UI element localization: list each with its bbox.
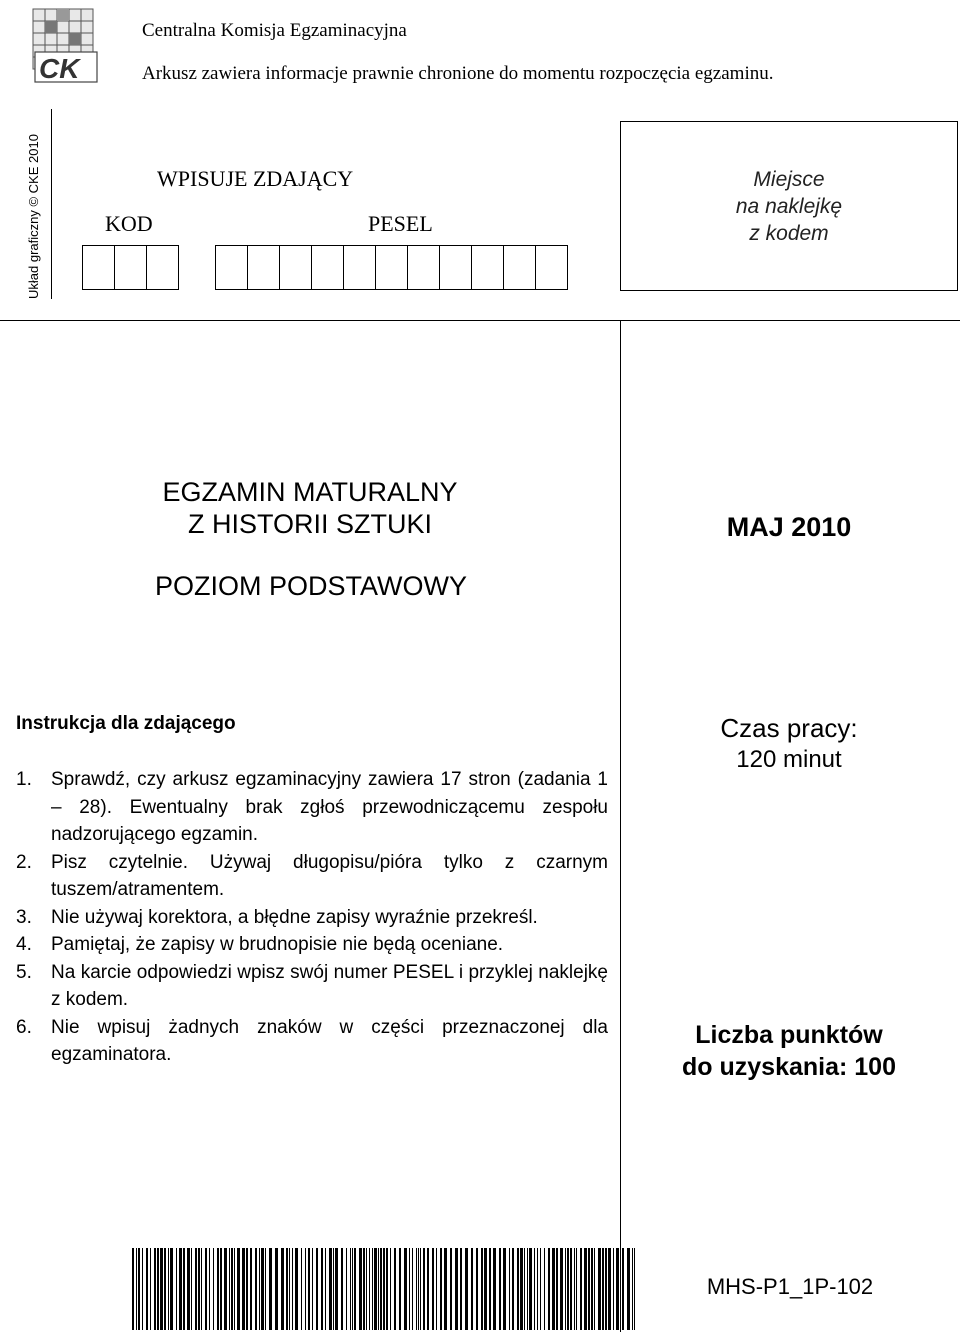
barcode-bar xyxy=(333,1248,334,1330)
instruction-item: 5. Na karcie odpowiedzi wpisz swój numer PESEL i przyklej naklejkę z kodem. xyxy=(16,961,608,1010)
barcode-bar xyxy=(560,1248,563,1330)
barcode-bar xyxy=(246,1248,248,1330)
barcode-bar xyxy=(366,1248,367,1330)
barcode-bar xyxy=(301,1248,302,1330)
barcode-bar xyxy=(503,1248,506,1330)
pesel-box[interactable] xyxy=(343,245,376,290)
barcode-bar xyxy=(237,1248,240,1330)
barcode-bar xyxy=(460,1248,462,1330)
barcode-bar xyxy=(261,1248,264,1330)
points-line-2: do uzyskania: 100 xyxy=(682,1053,896,1081)
barcode-bar xyxy=(616,1248,619,1330)
kod-box[interactable] xyxy=(82,245,115,290)
barcode-bar xyxy=(292,1248,293,1330)
barcode-bar xyxy=(534,1248,535,1330)
barcode-bar xyxy=(527,1248,528,1330)
barcode-bar xyxy=(622,1248,624,1330)
barcode-bar xyxy=(187,1248,190,1330)
instruction-item: 3. Nie używaj korektora, a błędne zapisy wyraźnie przekreśl. xyxy=(16,906,538,928)
barcode-bar xyxy=(142,1248,143,1330)
pesel-input-boxes[interactable] xyxy=(215,245,568,290)
barcode-bar xyxy=(220,1248,222,1330)
side-copyright-label: Układ graficzny © CKE 2010 xyxy=(26,134,41,299)
barcode-bar xyxy=(517,1248,519,1330)
pesel-box[interactable] xyxy=(407,245,440,290)
barcode-bar xyxy=(335,1248,338,1330)
barcode-bar xyxy=(170,1248,173,1330)
barcode-bar xyxy=(154,1248,156,1330)
barcode-bar xyxy=(205,1248,207,1330)
protection-notice: Arkusz zawiera informacje prawnie chronione do momentu rozpoczęcia egzaminu. xyxy=(142,63,774,84)
barcode-bar xyxy=(191,1248,192,1330)
barcode-bar xyxy=(305,1248,306,1330)
barcode-bar xyxy=(350,1248,351,1330)
barcode-bar xyxy=(499,1248,501,1330)
instructions-list xyxy=(16,766,608,1069)
sticker-line-1: Miejsce xyxy=(753,168,825,191)
barcode-bar xyxy=(224,1248,227,1330)
barcode-bar xyxy=(605,1248,607,1330)
barcode-bar xyxy=(231,1248,233,1330)
points-line-1: Liczba punktów xyxy=(695,1021,883,1049)
barcode-bar xyxy=(352,1248,353,1330)
barcode-bar xyxy=(512,1248,514,1330)
barcode-bar xyxy=(632,1248,633,1330)
side-divider xyxy=(51,109,52,299)
barcode-bar xyxy=(537,1248,538,1330)
barcode-bar xyxy=(265,1248,266,1330)
instructions-heading: Instrukcja dla zdającego xyxy=(16,713,236,734)
barcode-bar xyxy=(229,1248,230,1330)
barcode-bar xyxy=(484,1248,487,1330)
barcode-bar xyxy=(580,1248,582,1330)
barcode-bar xyxy=(213,1248,214,1330)
barcode-bar xyxy=(404,1248,407,1330)
barcode-bar xyxy=(574,1248,575,1330)
exam-title-line-1: EGZAMIN MATURALNY xyxy=(162,477,458,507)
sticker-line-3: z kodem xyxy=(749,222,829,245)
kod-box[interactable] xyxy=(114,245,147,290)
barcode-bar xyxy=(471,1248,473,1330)
barcode-bar xyxy=(168,1248,169,1330)
cke-logo xyxy=(30,6,126,86)
barcode-bar xyxy=(548,1248,550,1330)
barcode-bar xyxy=(481,1248,483,1330)
barcode-bar xyxy=(552,1248,555,1330)
barcode-bar xyxy=(201,1248,202,1330)
barcode-bar xyxy=(354,1248,356,1330)
barcode-bar xyxy=(179,1248,182,1330)
barcode-bar xyxy=(444,1248,447,1330)
barcode-bar xyxy=(289,1248,290,1330)
barcode-bar xyxy=(164,1248,166,1330)
pesel-box[interactable] xyxy=(311,245,344,290)
exam-session: MAJ 2010 xyxy=(726,512,852,542)
barcode-bar xyxy=(136,1248,137,1330)
pesel-box[interactable] xyxy=(439,245,472,290)
barcode-bar xyxy=(634,1248,635,1330)
barcode-bar xyxy=(409,1248,410,1330)
barcode-bar xyxy=(602,1248,604,1330)
barcode-bar xyxy=(591,1248,593,1330)
time-info xyxy=(620,713,958,775)
time-value: 120 minut xyxy=(736,746,842,773)
exam-title xyxy=(150,476,470,540)
barcode-bar xyxy=(242,1248,245,1330)
barcode-bar xyxy=(209,1248,210,1330)
barcode-bar xyxy=(378,1248,379,1330)
barcode-bar xyxy=(450,1248,452,1330)
exam-level: POZIOM PODSTAWOWY xyxy=(155,571,467,601)
barcode-bar xyxy=(565,1248,566,1330)
kod-box[interactable] xyxy=(146,245,179,290)
barcode-bar xyxy=(412,1248,413,1330)
barcode-bar xyxy=(329,1248,332,1330)
barcode-bar xyxy=(613,1248,614,1330)
pesel-box[interactable] xyxy=(535,245,568,290)
barcode-bar xyxy=(588,1248,590,1330)
barcode-bar xyxy=(423,1248,425,1330)
barcode-bar xyxy=(363,1248,365,1330)
barcode-bar xyxy=(281,1248,284,1330)
barcode-bar xyxy=(255,1248,257,1330)
barcode-bar xyxy=(146,1248,148,1330)
pesel-box[interactable] xyxy=(375,245,408,290)
barcode-bar xyxy=(269,1248,272,1330)
barcode-bar xyxy=(259,1248,260,1330)
barcode-bar xyxy=(195,1248,197,1330)
pesel-box[interactable] xyxy=(279,245,312,290)
instruction-item: 6. Nie wpisuj żadnych znaków w części przeznaczonej dla egzaminatora. xyxy=(16,1016,608,1065)
barcode-bar xyxy=(420,1248,421,1330)
barcode-bar xyxy=(489,1248,491,1330)
barcode-bar xyxy=(374,1248,377,1330)
barcode-bar xyxy=(275,1248,278,1330)
barcode-bar xyxy=(346,1248,347,1330)
barcode-bar xyxy=(176,1248,177,1330)
barcode-bar xyxy=(150,1248,151,1330)
kod-label: KOD xyxy=(105,211,153,236)
barcode-bar xyxy=(286,1248,288,1330)
barcode-bar xyxy=(394,1248,396,1330)
barcode-bar xyxy=(198,1248,200,1330)
barcode-bar xyxy=(138,1248,140,1330)
barcode-bar xyxy=(321,1248,323,1330)
pesel-box[interactable] xyxy=(215,245,248,290)
barcode-bar xyxy=(570,1248,572,1330)
barcode-bar xyxy=(540,1248,541,1330)
barcode-bar xyxy=(316,1248,318,1330)
time-label: Czas pracy: xyxy=(720,713,858,743)
barcode-bar xyxy=(325,1248,326,1330)
barcode-bar xyxy=(217,1248,219,1330)
barcode-bar xyxy=(359,1248,362,1330)
pesel-box[interactable] xyxy=(471,245,504,290)
barcode-bar xyxy=(369,1248,370,1330)
barcode-bar xyxy=(386,1248,388,1330)
barcode-bar xyxy=(183,1248,185,1330)
barcode-bar xyxy=(308,1248,310,1330)
barcode-bar xyxy=(524,1248,525,1330)
barcode-bar xyxy=(390,1248,391,1330)
barcode-bar xyxy=(418,1248,419,1330)
barcode-bar xyxy=(372,1248,373,1330)
barcode-bar xyxy=(455,1248,458,1330)
logo-text: CK xyxy=(39,53,80,84)
column-divider xyxy=(620,320,621,1332)
barcode-bar xyxy=(295,1248,298,1330)
barcode-bar xyxy=(598,1248,601,1330)
sticker-area xyxy=(620,121,958,291)
barcode-bar xyxy=(432,1248,434,1330)
barcode xyxy=(130,1248,640,1330)
barcode-bar xyxy=(132,1248,134,1330)
institution-name: Centralna Komisja Egzaminacyjna xyxy=(142,20,407,41)
instruction-item: 1. Sprawdź, czy arkusz egzaminacyjny zawiera 17 stron (zadania 1 – 28). Ewentualny brak zgłoś przewodniczącemu zespołu nadzorującego egzamin. xyxy=(16,769,608,845)
barcode-bar xyxy=(608,1248,611,1330)
pesel-box[interactable] xyxy=(247,245,280,290)
candidate-heading: WPISUJE ZDAJĄCY xyxy=(157,166,354,191)
sticker-line-2: na naklejkę xyxy=(735,195,843,218)
exam-title-line-2: Z HISTORII SZTUKI xyxy=(187,509,432,539)
barcode-bar xyxy=(465,1248,468,1330)
barcode-bar xyxy=(529,1248,532,1330)
barcode-bar xyxy=(567,1248,569,1330)
barcode-bar xyxy=(594,1248,595,1330)
kod-input-boxes[interactable] xyxy=(82,245,179,290)
barcode-bar xyxy=(627,1248,630,1330)
barcode-bar xyxy=(476,1248,478,1330)
barcode-bar xyxy=(157,1248,159,1330)
barcode-bar xyxy=(520,1248,523,1330)
barcode-bar xyxy=(234,1248,235,1330)
barcode-bar xyxy=(493,1248,496,1330)
barcode-bar xyxy=(341,1248,343,1330)
exam-code: MHS-P1_1P-102 xyxy=(706,1274,874,1299)
pesel-label: PESEL xyxy=(368,211,433,236)
points-info xyxy=(620,1019,958,1083)
barcode-bar xyxy=(416,1248,417,1330)
barcode-bar xyxy=(383,1248,385,1330)
barcode-bar xyxy=(440,1248,442,1330)
barcode-bar xyxy=(576,1248,577,1330)
section-divider xyxy=(0,320,960,321)
barcode-bar xyxy=(556,1248,558,1330)
barcode-bar xyxy=(544,1248,545,1330)
barcode-bar xyxy=(250,1248,252,1330)
barcode-bar xyxy=(399,1248,401,1330)
barcode-bar xyxy=(312,1248,313,1330)
pesel-box[interactable] xyxy=(503,245,536,290)
barcode-bar xyxy=(584,1248,587,1330)
barcode-bar xyxy=(436,1248,437,1330)
barcode-bar xyxy=(160,1248,163,1330)
barcode-bar xyxy=(380,1248,382,1330)
barcode-bar xyxy=(427,1248,429,1330)
instruction-item: 4. Pamiętaj, że zapisy w brudnopisie nie będą oceniane. xyxy=(16,934,504,955)
barcode-bar xyxy=(509,1248,510,1330)
instruction-item: 2. Pisz czytelnie. Używaj długopisu/pióra tylko z czarnym tuszem/atramentem. xyxy=(16,851,608,900)
